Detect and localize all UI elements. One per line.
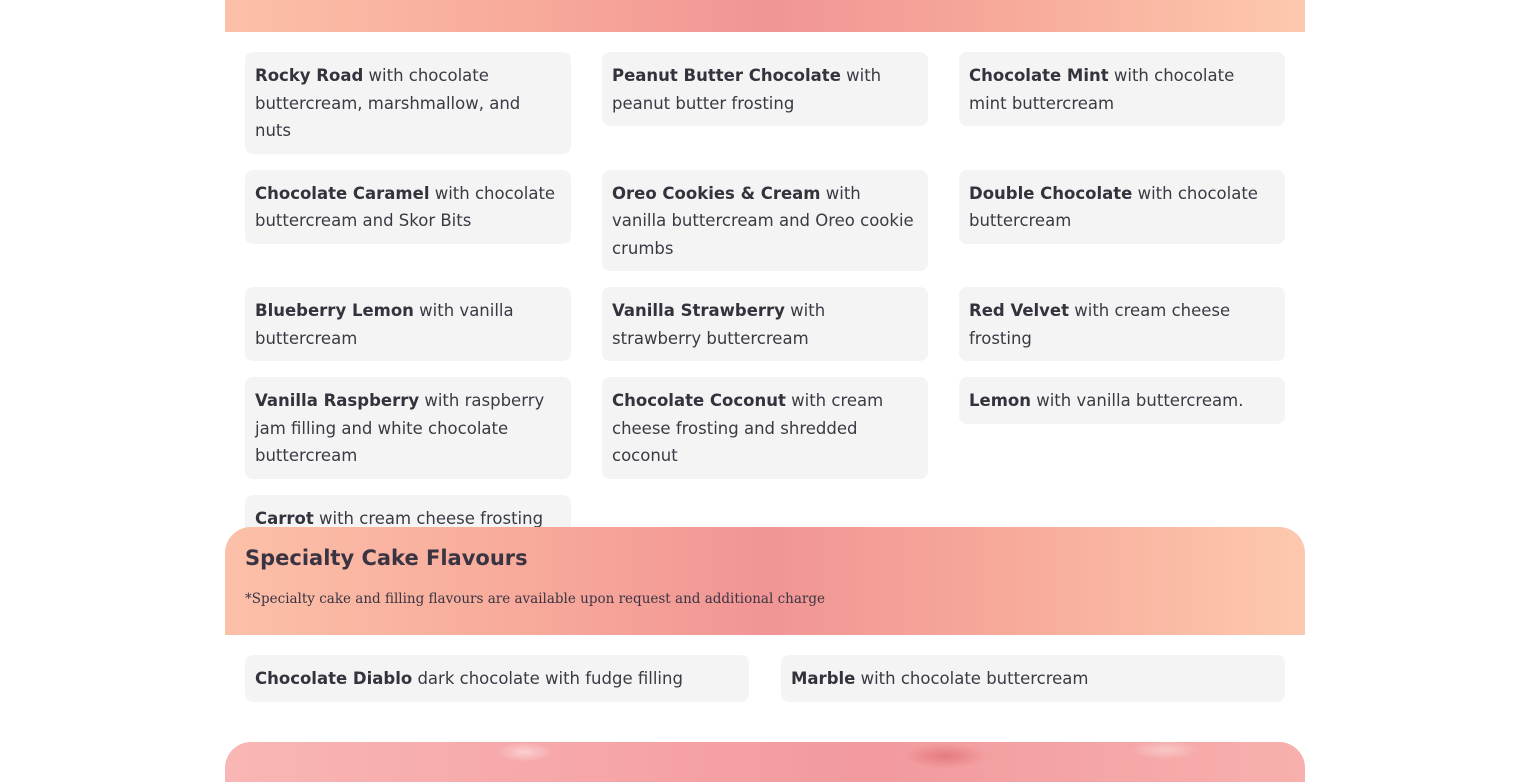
flavour-description: with chocolate buttercream and Skor Bits [255, 183, 556, 230]
flavour-description: with vanilla buttercream [255, 301, 514, 348]
flavour-name: Chocolate Caramel [255, 183, 430, 203]
flavour-card [245, 170, 571, 244]
flavour-name: Carrot [255, 508, 314, 528]
flavour-description: with cream cheese frosting and shredded coconut [612, 391, 884, 465]
flavour-name: Peanut Butter Chocolate [612, 66, 841, 85]
flavour-card [602, 52, 928, 126]
flavour-card [602, 287, 928, 361]
flavour-description: with chocolate mint buttercream [969, 66, 1235, 113]
flavour-name: Chocolate Coconut [612, 391, 786, 410]
flavour-name: Oreo Cookies & Cream [612, 183, 821, 203]
flavour-description: with chocolate buttercream [855, 669, 1089, 688]
flavour-name: Double Chocolate [969, 183, 1133, 203]
flavour-card [959, 170, 1285, 244]
specialty-section-title: Specialty Cake Flavours [245, 546, 528, 570]
flavour-description: with cream cheese frosting [313, 508, 544, 528]
flavour-name: Red Velvet [969, 301, 1069, 320]
flavour-description: dark chocolate with fudge filling [412, 669, 683, 688]
specialty-flavours-grid [245, 655, 1285, 702]
flavour-name: Marble [791, 669, 856, 688]
classic-flavours-grid [245, 52, 1285, 541]
flavour-description: with raspberry jam filling and white chocolate buttercream [255, 391, 545, 465]
flavour-card [781, 655, 1285, 702]
flavour-name: Lemon [969, 391, 1031, 410]
flavour-description: with vanilla buttercream and Oreo cookie crumbs [612, 183, 914, 258]
specialty-section-note: *Specialty cake and filling flavours are available upon request and additional charge [245, 591, 825, 607]
flavour-card [245, 377, 571, 479]
flavour-card [959, 377, 1285, 424]
specialty-section-header [225, 527, 1305, 635]
flavour-description: with chocolate buttercream [969, 183, 1258, 230]
flavour-name: Chocolate Mint [969, 66, 1109, 85]
flavour-card [245, 287, 571, 361]
flavour-description: with cream cheese frosting [969, 301, 1231, 348]
next-section-image-banner [225, 742, 1305, 782]
flavour-description: with chocolate buttercream, marshmallow, and nuts [255, 66, 521, 140]
flavour-name: Chocolate Diablo [255, 669, 413, 688]
flavour-card [245, 52, 571, 154]
flavour-card [602, 377, 928, 479]
flavour-name: Blueberry Lemon [255, 301, 414, 320]
flavour-card [602, 170, 928, 272]
flavour-description: with vanilla buttercream. [1030, 391, 1244, 410]
flavour-name: Vanilla Strawberry [612, 301, 785, 320]
flavour-card [959, 287, 1285, 361]
flavour-card [959, 52, 1285, 126]
flavour-card [245, 655, 749, 702]
classic-section-header [225, 0, 1305, 32]
flavour-name: Rocky Road [255, 66, 364, 85]
flavour-description: with strawberry buttercream [612, 301, 826, 348]
flavour-description: with peanut butter frosting [612, 66, 882, 113]
flavour-name: Vanilla Raspberry [255, 391, 420, 410]
